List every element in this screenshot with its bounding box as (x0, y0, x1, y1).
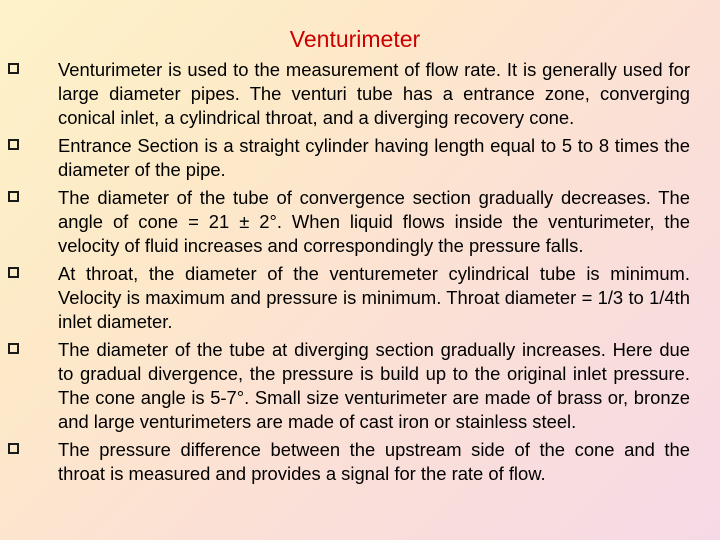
square-bullet-icon (8, 267, 19, 278)
bullet-item (0, 262, 720, 334)
bullet-item (0, 186, 720, 258)
bullet-text: At throat, the diameter of the venturemeter cylindrical tube is minimum. Velocity is maximum and pressure is minimum. Throat diameter = 1/3 to 1/4th inlet diameter. (58, 263, 690, 332)
bullet-item (0, 338, 720, 434)
bullet-list (0, 58, 720, 490)
bullet-text: The diameter of the tube at diverging section gradually increases. Here due to gradual divergence, the pressure is build up to the original inlet pressure. The cone angle is 5-7°. Small size venturimeter are made of brass or, bronze and large venturimeters are made of cast iron or stainless steel. (58, 339, 690, 432)
square-bullet-icon (8, 139, 19, 150)
bullet-text: The pressure difference between the upstream side of the cone and the throat is measured and provides a signal for the rate of flow. (58, 439, 690, 484)
bullet-text: The diameter of the tube of convergence section gradually decreases. The angle of cone = 21 ± 2°. When liquid flows inside the venturimeter, the velocity of fluid increases and correspondingly the pressure falls. (58, 187, 690, 256)
bullet-text: Venturimeter is used to the measurement of flow rate. It is generally used for large diameter pipes. The venturi tube has a entrance zone, converging conical inlet, a cylindrical throat, and a diverging recovery cone. (58, 59, 690, 128)
square-bullet-icon (8, 443, 19, 454)
square-bullet-icon (8, 63, 19, 74)
square-bullet-icon (8, 343, 19, 354)
bullet-item (0, 134, 720, 182)
bullet-item (0, 438, 720, 486)
bullet-text: Entrance Section is a straight cylinder having length equal to 5 to 8 times the diameter of the pipe. (58, 135, 690, 180)
square-bullet-icon (8, 191, 19, 202)
bullet-item (0, 58, 720, 130)
slide-title: Venturimeter (289, 26, 421, 52)
